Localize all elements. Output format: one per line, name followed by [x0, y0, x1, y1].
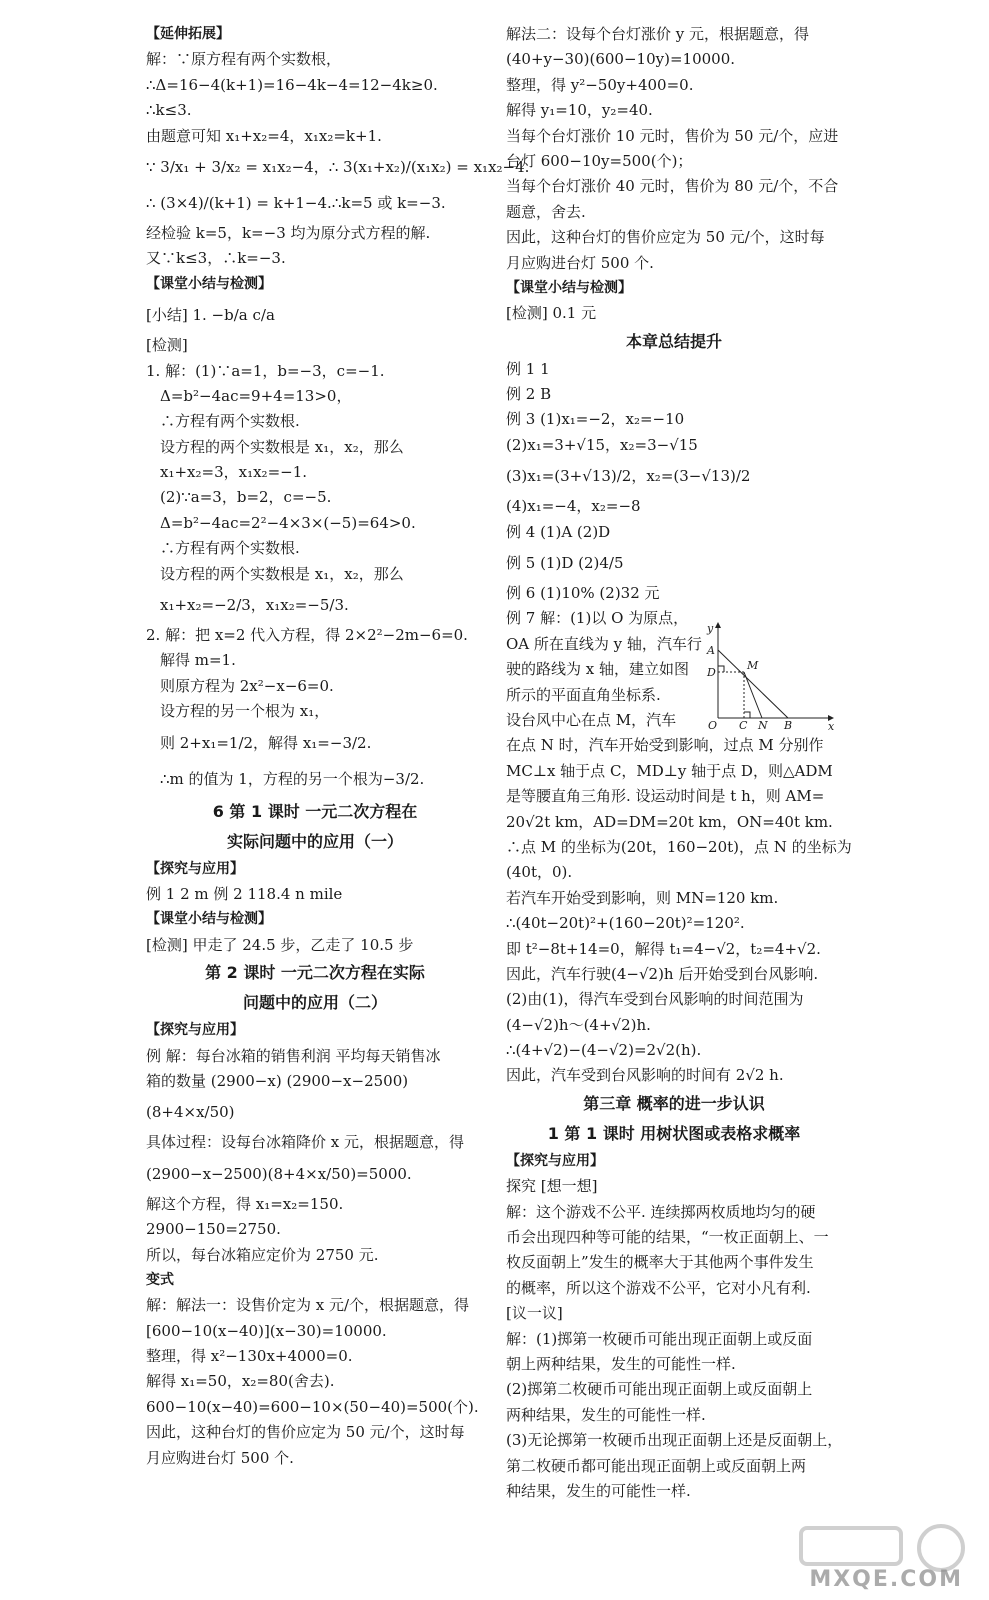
text-line: 解：这个游戏不公平. 连续掷两枚质地均匀的硬 [506, 1202, 816, 1221]
text-line: 例 7 解：(1)以 O 为原点， [506, 609, 689, 628]
text-line: 例 1 2 m 例 2 118.4 n mile [146, 884, 343, 903]
chapter-summary-title: 本章总结提升 [625, 331, 722, 351]
lesson-title: 第 2 课时 一元二次方程在实际 [205, 963, 425, 983]
text-line: (40+y−30)(600−10y)=10000. [506, 50, 736, 69]
text-line: 2. 解：把 x=2 代入方程，得 2×2²−2m−6=0. [146, 626, 468, 645]
text-line: (2)∵a=3，b=2，c=−5. [160, 488, 332, 507]
text-line: 币会出现四种等可能的结果，“一枚正面朝上、一 [506, 1228, 829, 1247]
label-d: D [707, 666, 716, 679]
text-line: (4−√2)h～(4+√2)h. [506, 1015, 651, 1034]
text-line: (4)x₁=−4，x₂=−8 [506, 497, 641, 516]
text-line: 当每个台灯涨价 40 元时，售价为 80 元/个，不合 [506, 177, 839, 196]
label-a: A [707, 644, 715, 657]
watermark-text: MXQE.COM [809, 1567, 963, 1592]
text-line: [检测] 0.1 元 [506, 304, 597, 323]
section-heading: 【探究与应用】 [146, 1022, 244, 1039]
chapter-title: 第三章 概率的进一步认识 [583, 1093, 765, 1113]
text-line: 解得 m=1. [160, 651, 236, 670]
label-m: M [747, 659, 759, 672]
text-line: (3)x₁=(3+√13)/2，x₂=(3−√13)/2 [506, 467, 751, 486]
text-line: 600−10(x−40)=600−10×(50−40)=500(个). [146, 1397, 479, 1416]
text-line: ∴方程有两个实数根. [160, 412, 300, 431]
text-line: 即 t²−8t+14=0，解得 t₁=4−√2，t₂=4+√2. [506, 939, 821, 958]
text-line: (2900−x−2500)(8+4×x/50)=5000. [146, 1164, 412, 1183]
label-c: C [739, 719, 748, 732]
text-line: 台灯 600−10y=500(个)； [506, 151, 693, 170]
y-arrow-icon [715, 622, 721, 628]
lesson-title: 1 第 1 课时 用树状图或表格求概率 [547, 1123, 801, 1143]
text-line: 若汽车开始受到影响，则 MN=120 km. [506, 888, 779, 907]
text-line: (2)x₁=3+√15，x₂=3−√15 [506, 435, 698, 454]
text-line: (3)无论掷第一枚硬币出现正面朝上还是反面朝上， [506, 1431, 843, 1450]
text-line: ∴方程有两个实数根. [160, 539, 300, 558]
text-line: 设方程的两个实数根是 x₁，x₂，那么 [160, 564, 404, 583]
text-line: (2)由(1)，得汽车受到台风影响的时间范围为 [506, 990, 804, 1009]
text-line: 则 2+x₁=1/2，解得 x₁=−3/2. [160, 733, 372, 752]
text-line: 第二枚硬币都可能出现正面朝上或反面朝上两 [506, 1456, 807, 1475]
text-line: 解：(1)掷第一枚硬币可能出现正面朝上或反面 [506, 1329, 813, 1348]
text-line: [检测] 甲走了 24.5 步，乙走了 10.5 步 [146, 935, 414, 954]
text-line: 解这个方程，得 x₁=x₂=150. [146, 1194, 344, 1213]
text-line: 1. 解：(1)∵a=1，b=−3，c=−1. [146, 361, 385, 380]
section-heading: 【探究与应用】 [506, 1152, 604, 1169]
text-line: [小结] 1. −b/a c/a [146, 306, 275, 325]
text-line: ∵ 3/x₁ + 3/x₂ = x₁x₂−4，∴ 3(x₁+x₂)/(x₁x₂) = x₁x₂−4. [146, 157, 530, 176]
text-line: 经检验 k=5，k=−3 均为原分式方程的解. [146, 223, 431, 242]
text-line: 解：解法一：设售价定为 x 元/个，根据题意，得 [146, 1296, 470, 1315]
text-line: 题意，舍去. [506, 202, 586, 221]
text-line: 例 1 1 [506, 359, 550, 378]
section-heading: 变式 [146, 1271, 174, 1288]
right-angle-d [718, 666, 724, 672]
text-line: 探究 [想一想] [506, 1177, 598, 1196]
label-o: O [708, 719, 718, 732]
text-line: 驶的路线为 x 轴，建立如图 [506, 660, 689, 679]
line-mn [744, 672, 762, 718]
text-line: [600−10(x−40)](x−30)=10000. [146, 1321, 387, 1340]
section-heading: 【探究与应用】 [146, 860, 244, 877]
text-line: 整理，得 y²−50y+400=0. [506, 75, 694, 94]
text-line: 20√2t km，AD=DM=20t km，ON=40t km. [506, 812, 833, 831]
text-line: 月应购进台灯 500 个. [506, 253, 654, 272]
section-heading: 【课堂小结与检测】 [146, 911, 272, 928]
right-angle-c [744, 712, 750, 718]
text-line: 箱的数量 (2900−x) (2900−x−2500) [146, 1071, 409, 1090]
text-line: 所示的平面直角坐标系. [506, 685, 661, 704]
text-line: ∴k≤3. [146, 101, 192, 120]
text-line: 则原方程为 2x²−x−6=0. [160, 676, 334, 695]
text-line: 设台风中心在点 M，汽车 [506, 710, 677, 729]
text-line: 例 解：每台冰箱的销售利润 平均每天销售冰 [146, 1046, 441, 1065]
text-line: 设方程的两个实数根是 x₁，x₂，那么 [160, 437, 404, 456]
text-line: 例 6 (1)10% (2)32 元 [506, 584, 660, 603]
coordinate-diagram [706, 622, 836, 732]
text-line: 例 3 (1)x₁=−2，x₂=−10 [506, 410, 685, 429]
text-line: ∴点 M 的坐标为(20t，160−20t)，点 N 的坐标为 [506, 837, 852, 856]
text-line: ∴ (3×4)/(k+1) = k+1−4.∴k=5 或 k=−3. [146, 193, 446, 212]
text-line: 月应购进台灯 500 个. [146, 1448, 294, 1467]
section-heading: 【课堂小结与检测】 [506, 279, 632, 296]
text-line: 解法二：设每个台灯涨价 y 元，根据题意，得 [506, 25, 810, 43]
text-line: 例 2 B [506, 385, 552, 404]
text-line: [议一议] [506, 1304, 563, 1323]
text-line: 因此，这种台灯的售价应定为 50 元/个，这时每 [146, 1423, 465, 1442]
right-column [506, 22, 852, 1504]
text-line: 解得 y₁=10，y₂=40. [506, 101, 653, 120]
label-x: x [828, 720, 835, 733]
text-line: ∴(40t−20t)²+(160−20t)²=120². [506, 914, 745, 933]
text-line: 例 5 (1)D (2)4/5 [506, 554, 624, 573]
text-line: (8+4×x/50) [146, 1103, 235, 1122]
lesson-title: 6 第 1 课时 一元二次方程在 [212, 801, 418, 821]
text-line: x₁+x₂=−2/3，x₁x₂=−5/3. [160, 596, 349, 615]
text-line: 解得 x₁=50，x₂=80(舍去). [146, 1372, 335, 1391]
text-line: 当每个台灯涨价 10 元时，售价为 50 元/个，应进 [506, 126, 839, 145]
text-line: 例 4 (1)A (2)D [506, 522, 611, 541]
section-heading: 【延伸拓展】 [146, 26, 230, 42]
text-line: 2900−150=2750. [146, 1220, 281, 1239]
text-line: (40t，0). [506, 863, 573, 882]
text-line: 是等腰直角三角形. 设运动时间是 t h，则 AM= [506, 787, 825, 806]
text-line: 具体过程：设每台冰箱降价 x 元，根据题意，得 [146, 1133, 464, 1152]
text-line: 解：∵原方程有两个实数根， [146, 50, 342, 69]
text-line: 枚反面朝上”发生的概率大于其他两个事件发生 [506, 1253, 814, 1272]
text-line: 又∵k≤3，∴k=−3. [146, 249, 286, 268]
section-heading: 【课堂小结与检测】 [146, 275, 272, 292]
label-n: N [758, 719, 768, 732]
text-line: 所以，每台冰箱应定价为 2750 元. [146, 1245, 379, 1264]
label-b: B [784, 719, 793, 732]
text-line: 种结果，发生的可能性一样. [506, 1481, 691, 1500]
text-line: ∴Δ=16−4(k+1)=16−4k−4=12−4k≥0. [146, 75, 438, 94]
text-line: Δ=b²−4ac=9+4=13>0， [160, 386, 352, 405]
text-line: ∴(4+√2)−(4−√2)=2√2(h). [506, 1041, 702, 1060]
text-line: 的概率，所以这个游戏不公平，它对小凡有利. [506, 1278, 811, 1297]
text-line: 因此，汽车受到台风影响的时间有 2√2 h. [506, 1066, 784, 1085]
text-line: MC⊥x 轴于点 C，MD⊥y 轴于点 D，则△ADM [506, 761, 833, 780]
lesson-title: 问题中的应用（二） [242, 993, 387, 1013]
text-line: 整理，得 x²−130x+4000=0. [146, 1347, 353, 1366]
text-line: 两种结果，发生的可能性一样. [506, 1405, 706, 1424]
text-line: OA 所在直线为 y 轴，汽车行 [506, 634, 702, 653]
text-line: 朝上两种结果，发生的可能性一样. [506, 1354, 736, 1373]
text-line: [检测] [146, 336, 188, 355]
text-line: 因此，这种台灯的售价应定为 50 元/个，这时每 [506, 228, 825, 247]
text-line: ∴m 的值为 1，方程的另一个根为−3/2. [160, 769, 425, 788]
text-line: 由题意可知 x₁+x₂=4，x₁x₂=k+1. [146, 126, 382, 145]
text-line: (2)掷第二枚硬币可能出现正面朝上或反面朝上 [506, 1380, 813, 1399]
text-line: x₁+x₂=3，x₁x₂=−1. [160, 463, 308, 482]
text-line: Δ=b²−4ac=2²−4×3×(−5)=64>0. [160, 513, 416, 532]
label-y: y [707, 622, 714, 635]
text-line: 在点 N 时，汽车开始受到影响，过点 M 分别作 [506, 736, 824, 755]
text-line: 设方程的另一个根为 x₁， [160, 702, 330, 721]
lesson-title: 实际问题中的应用（一） [226, 831, 403, 851]
text-line: 因此，汽车行驶(4−√2)h 后开始受到台风影响. [506, 964, 819, 983]
